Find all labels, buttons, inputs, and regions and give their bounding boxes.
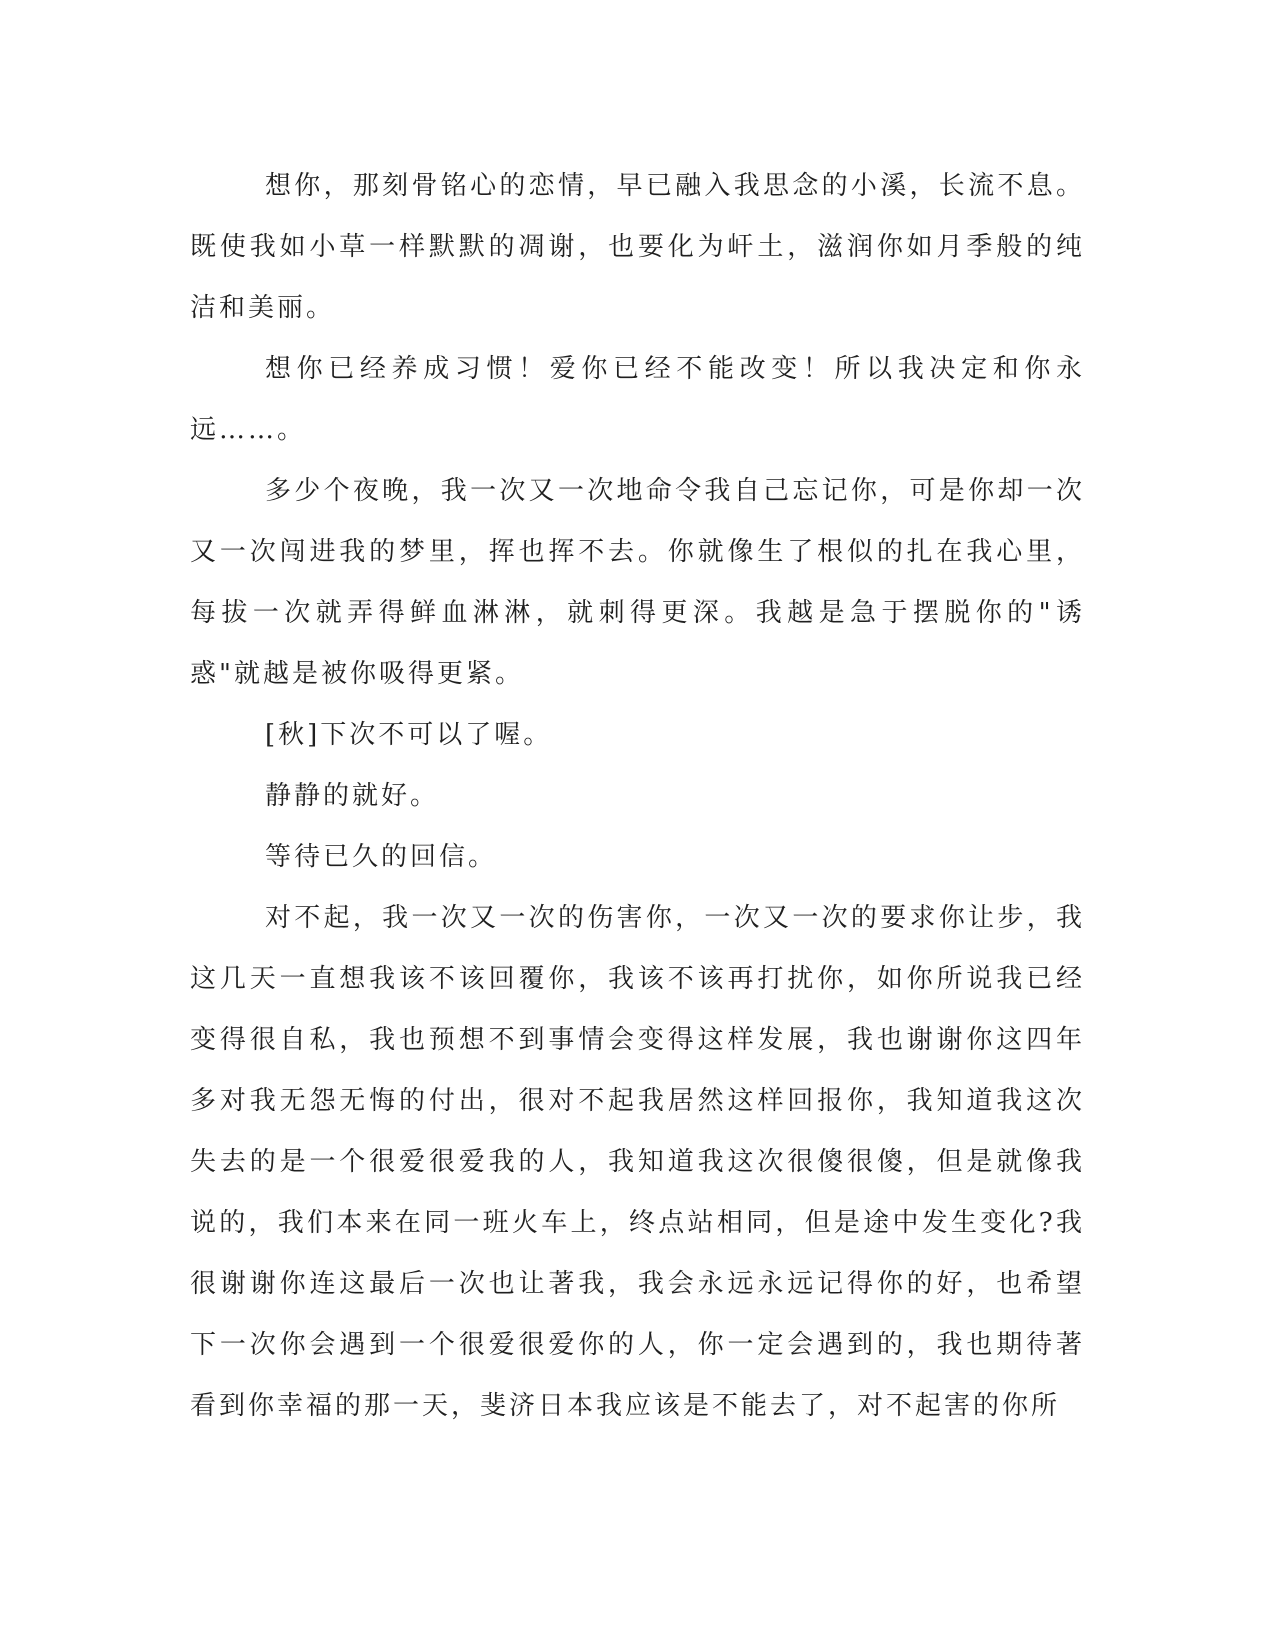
paragraph-3: 多少个夜晚，我一次又一次地命令我自己忘记你，可是你却一次又一次闯进我的梦里，挥也挥不去。你就像生了根似的扎在我心里，每拔一次就弄得鲜血淋淋，就刺得更深。我越是急于摆脱你的"诱惑"就越是被你吸得更紧。 [190, 476, 1085, 689]
paragraph-1: 想你，那刻骨铭心的恋情，早已融入我思念的小溪，长流不息。既使我如小草一样默默的凋谢，也要化为屽土，滋润你如月季般的纯洁和美丽。 [190, 171, 1085, 323]
paragraph-2: 想你已经养成习惯！爱你已经不能改变！所以我决定和你永远……。 [190, 354, 1085, 445]
document-body [190, 156, 1085, 1437]
paragraph-7: 对不起，我一次又一次的伤害你，一次又一次的要求你让步，我这几天一直想我该不该回覆你，我该不该再打扰你，如你所说我已经变得很自私，我也预想不到事情会变得这样发展，我也谢谢你这四年多对我无怨无悔的付出，很对不起我居然这样回报你，我知道我这次失去的是一个很爱很爱我的人，我知道我这次很傻很傻，但是就像我说的，我们本来在同一班火车上，终点站相同，但是途中发生变化?我很谢谢你连这最后一次也让著我，我会永远永远记得你的好，也希望下一次你会遇到一个很爱很爱你的人，你一定会遇到的，我也期待著看到你幸福的那一天，斐济日本我应该是不能去了，对不起害的你所 [190, 903, 1085, 1421]
paragraph-4: [秋]下次不可以了喔。 [265, 720, 553, 750]
paragraph-5: 静静的就好。 [265, 781, 440, 811]
paragraph-6: 等待已久的回信。 [265, 842, 498, 872]
